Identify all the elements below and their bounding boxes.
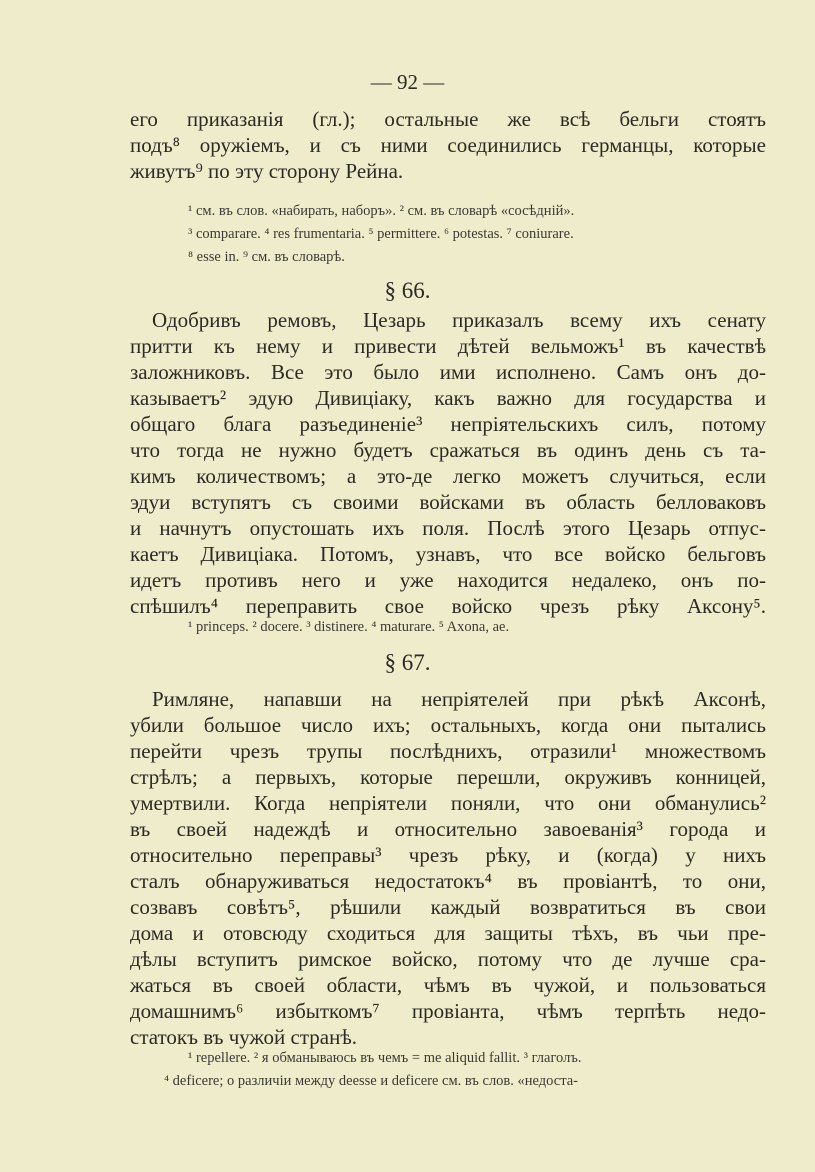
text-line: идетъ противъ него и уже находится недалеко, онъ по-	[130, 568, 766, 592]
text-line: статокъ въ чужой странѣ.	[130, 1025, 357, 1049]
text-line: созвавъ совѣтъ⁵, рѣшили каждый возвратиться въ свои	[130, 895, 766, 919]
footnotes-block1	[130, 200, 766, 269]
text-line: живутъ⁹ по эту сторону Рейна.	[130, 159, 404, 183]
text-line: стрѣлъ; а первыхъ, которые перешли, окруживъ конницей,	[130, 765, 766, 789]
text-line: и начнутъ опустошать ихъ поля. Послѣ этого Цезарь отпус-	[130, 516, 766, 540]
section-heading-66: § 66.	[384, 278, 431, 303]
text-line: что тогда не нужно будетъ сражаться въ одинъ день съ та-	[130, 438, 766, 462]
text-line: общаго блага разъединеніе³ непріятельскихъ силъ, потому	[130, 412, 766, 436]
text-line: сталъ обнаруживаться недостатокъ⁴ въ провіантѣ, то они,	[130, 869, 766, 893]
footnotes-section-66	[130, 616, 766, 639]
footnote-line: ¹ см. въ слов. «набирать, наборъ». ² см. въ словарѣ «сосѣдній».	[188, 203, 575, 219]
text-line: каетъ Дивиціака. Потомъ, узнавъ, что все войско бельговъ	[130, 542, 766, 566]
text-line: подъ⁸ оружіемъ, и съ ними соединились германцы, которые	[130, 133, 766, 157]
footnote-line: ¹ repellere. ² я обманываюсь въ чемъ = me aliquid fallit. ³ глаголъ.	[188, 1050, 582, 1066]
text-line: кимъ количествомъ; а это-де легко можетъ случиться, если	[130, 464, 766, 488]
footnote-line: ⁸ esse in. ⁹ см. въ словарѣ.	[188, 249, 345, 265]
text-line: заложниковъ. Все это было ими исполнено. Самъ онъ до-	[130, 360, 766, 384]
text-line: казываетъ² эдую Дивиціаку, какъ важно для государства и	[130, 386, 766, 410]
text-line: дома и отовсюду сходиться для защиты тѣхъ, въ чьи пре-	[130, 921, 766, 945]
text-line: притти къ нему и привести дѣтей вельможъ¹ въ качествѣ	[130, 334, 766, 358]
footnote-line: ⁴ deficere; о различіи между deesse и deficere см. въ слов. «недоста-	[164, 1073, 578, 1089]
text-line: въ своей надеждѣ и относительно завоеванія³ города и	[130, 817, 766, 841]
section-heading-67: § 67.	[384, 650, 431, 675]
text-line: относительно переправы³ чрезъ рѣку, и (когда) у нихъ	[130, 843, 766, 867]
section-66-body	[130, 307, 766, 619]
section-67-body	[130, 686, 766, 1050]
footnote-line: ³ comparare. ⁴ res frumentaria. ⁵ permittere. ⁶ potestas. ⁷ coniurare.	[188, 226, 574, 242]
text-line: жаться въ своей области, чѣмъ въ чужой, и пользоваться	[130, 973, 766, 997]
text-line: Одобривъ ремовъ, Цезарь приказалъ всему ихъ сенату	[152, 308, 766, 332]
text-line: дѣлы вступитъ римское войско, потому что де лучше сра-	[130, 947, 766, 971]
page-number: — 92 —	[370, 70, 445, 94]
paragraph-continuation	[130, 106, 766, 184]
text-line: Римляне, напавши на непріятелей при рѣкѣ Аксонѣ,	[152, 687, 766, 711]
text-line: домашнимъ⁶ избыткомъ⁷ провіанта, чѣмъ терпѣть недо-	[130, 999, 766, 1023]
text-line: перейти чрезъ трупы послѣднихъ, отразили¹ множествомъ	[130, 739, 766, 763]
footnote-line: ¹ princeps. ² docere. ³ distinere. ⁴ maturare. ⁵ Axona, ae.	[188, 619, 510, 635]
text-line: спѣшилъ⁴ переправить свое войско чрезъ рѣку Аксону⁵.	[130, 594, 766, 618]
footnotes-section-67	[130, 1047, 766, 1093]
text-line: эдуи вступятъ съ своими войсками въ область белловаковъ	[130, 490, 766, 514]
text-line: убили большое число ихъ; остальныхъ, когда они пытались	[130, 713, 766, 737]
text-line: его приказанія (гл.); остальные же всѣ бельги стоятъ	[130, 107, 766, 131]
text-line: умертвили. Когда непріятели поняли, что они обманулись²	[130, 791, 766, 815]
